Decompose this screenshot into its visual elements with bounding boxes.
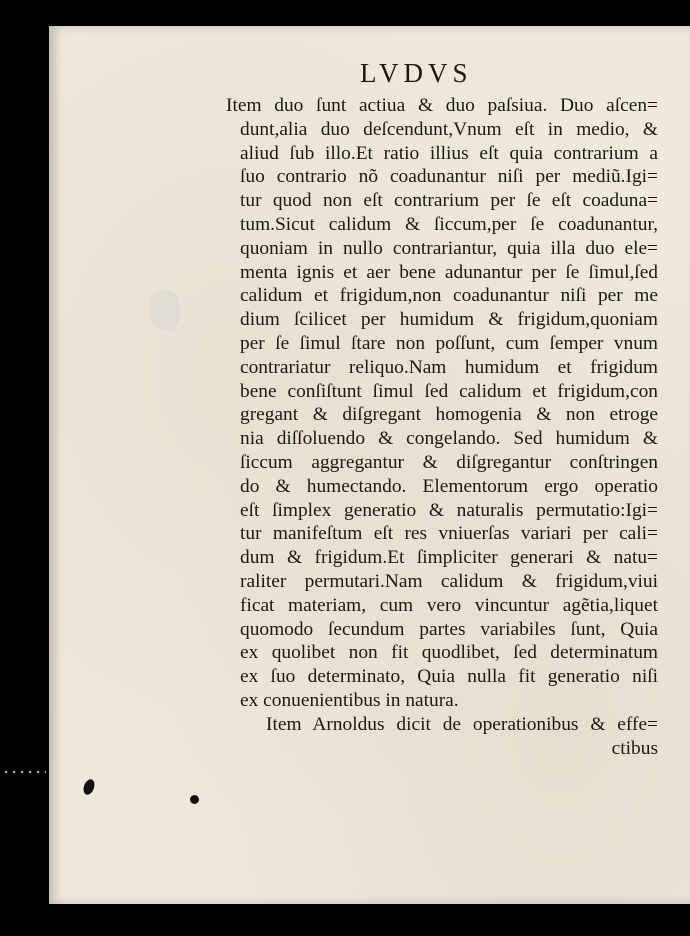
text-line: ficat materiam, cum vero vincuntur agẽtia,liquet	[240, 594, 658, 616]
text-line: Item Arnoldus dicit de operationibus & effe=	[266, 713, 658, 735]
text-line: nia diſſoluendo & congelando. Sed humidum &	[240, 428, 658, 450]
text-line: menta ignis et aer bene adunantur per ſe ſimul,ſed	[240, 261, 658, 283]
text-line: aliud ſub illo.Et ratio illius eſt quia contrarium a	[240, 142, 658, 164]
text-line: ſiccum aggregantur & diſgregantur conſtringen	[240, 451, 658, 473]
text-line: ex conuenientibus in natura.	[240, 689, 459, 711]
text-line: Item duo ſunt actiua & duo paſsiua. Duo aſcen=	[226, 95, 658, 116]
show-through-stain	[150, 290, 180, 330]
running-head: LVDVS	[360, 58, 473, 88]
text-line: ex quolibet non fit quodlibet, ſed determinatum	[240, 642, 658, 664]
text-line: tur manifeſtum eſt res vniuerſas variari per cali=	[240, 523, 658, 545]
text-line: tum.Sicut calidum & ſiccum,per ſe coadunantur,	[240, 213, 658, 235]
text-line: eſt ſimplex generatio & naturalis permutatio:Igi=	[240, 499, 658, 521]
text-line: ex ſuo determinato, Quia nulla fit generatio niſi	[240, 666, 658, 688]
text-line: per ſe ſimul ſtare non poſſunt, cum ſemper vnum	[240, 332, 658, 354]
body-text	[228, 94, 658, 760]
text-line: dum & frigidum.Et ſimpliciter generari & natu=	[240, 547, 658, 569]
text-line: contrariatur reliquo.Nam humidum et frigidum	[240, 356, 658, 378]
text-line: do & humectando. Elementorum ergo operatio	[240, 475, 658, 497]
text-line: calidum et frigidum,non coadunantur niſi per me	[240, 285, 658, 307]
text-line: dium ſcilicet per humidum & frigidum,quoniam	[240, 309, 658, 331]
text-line: quomodo ſecundum partes variabiles ſunt, Quia	[240, 618, 658, 640]
text-line: gregant & diſgregant homogenia & non etroge	[240, 404, 658, 426]
text-line: tur quod non eſt contrarium per ſe eſt coaduna=	[240, 190, 658, 212]
ink-dot	[190, 795, 199, 804]
text-line: raliter permutari.Nam calidum & frigidum,viui	[240, 570, 658, 592]
text-line: bene conſiſtunt ſimul ſed calidum et frigidum,con	[240, 380, 658, 402]
text-line: ſuo contrario nõ coadunantur niſi per mediũ.Igi=	[240, 166, 658, 188]
catchword: ctibus	[611, 737, 658, 759]
scan-margin-dots	[2, 770, 46, 774]
text-line: quoniam in nullo contrariantur, quia illa duo ele=	[240, 237, 658, 259]
text-line: dunt,alia duo deſcendunt,Vnum eſt in medio, &	[240, 118, 658, 140]
page-gutter-shadow	[49, 26, 55, 904]
